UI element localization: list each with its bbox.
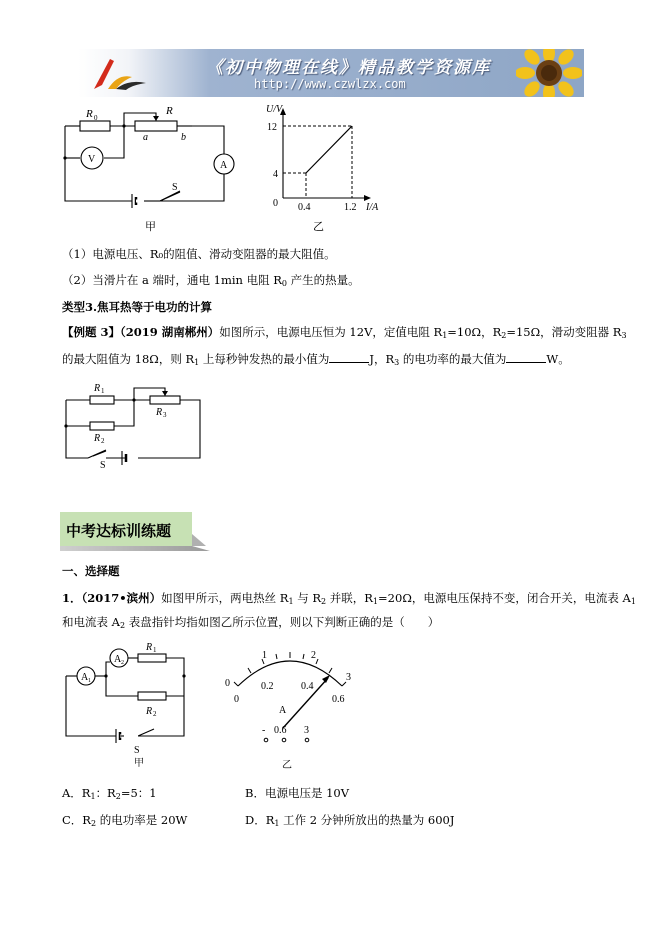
option-a[interactable]: A．$R_1$：$R_2=5$：1 xyxy=(62,786,157,801)
r1-sub: 1 xyxy=(153,646,157,654)
circuit-diagram-example3 xyxy=(60,378,210,470)
switch-label: S xyxy=(100,460,106,470)
r0-label: R xyxy=(86,108,93,120)
i-axis-label: I/A xyxy=(366,202,379,213)
circuit-diagram-jia xyxy=(60,102,240,238)
meter-a-label: A xyxy=(279,705,287,716)
lower-scale-0: 0 xyxy=(234,694,239,705)
question-2-text: （2）当滑片在 a 端时，通电 1min 电阻 $R_0$ 产生的热量。 xyxy=(62,273,360,288)
lower-scale-0-4: 0.4 xyxy=(301,681,314,692)
q1-line1: 1．（2017•滨州）如图甲所示，两电热丝 $R_1$ 与 $R_2$ 并联，$R_1=20\Omega$，电源电压保持不变，闭合开关，电流表 $A_1$ xyxy=(62,591,636,606)
r2-sub: 2 xyxy=(101,437,105,445)
a2-label: A xyxy=(114,654,122,665)
ui-graph-yi xyxy=(262,102,392,238)
lower-scale-0-6: 0.6 xyxy=(332,694,345,705)
terminal-minus: - xyxy=(262,725,266,736)
fig-jia-label: 甲 xyxy=(134,758,144,769)
r3-sub: 3 xyxy=(163,411,167,419)
upper-scale-0: 0 xyxy=(225,678,230,689)
sunflower-icon xyxy=(516,49,582,97)
header-banner xyxy=(78,49,584,97)
r2-label: R xyxy=(146,706,153,717)
upper-scale-1: 1 xyxy=(262,650,267,661)
upper-scale-3: 3 xyxy=(346,672,351,683)
option-b[interactable]: B．电源电压是 10V xyxy=(245,786,350,800)
r1-label: R xyxy=(94,383,101,394)
r2-sub: 2 xyxy=(153,710,157,718)
switch-label: S xyxy=(172,182,178,193)
r-label: R xyxy=(166,105,173,117)
a1-sub: 1 xyxy=(88,678,91,684)
tick-12: 12 xyxy=(267,122,277,133)
option-d[interactable]: D．$R_1$ 工作 2 分钟所放出的热量为 600J xyxy=(245,813,455,828)
r0-sub: 0 xyxy=(94,114,98,122)
terminal-3: 3 xyxy=(304,725,309,736)
question-1-text: （1）电源电压、R₀的阻值、滑动变阻器的最大阻值。 xyxy=(62,247,336,261)
example3-line1: 【例题 3】（2019 湖南郴州）如图所示，电源电压恒为 12V，定值电阻 $R_1=10\Omega$，$R_2=15\Omega$，滑动变阻器 $R_3$ xyxy=(62,325,627,340)
banner-url[interactable]: http://www.czwlzx.com xyxy=(254,77,406,91)
banner-title: 《初中物理在线》精品教学资源库 xyxy=(206,58,491,78)
tick-4: 4 xyxy=(273,169,278,180)
r3-label: R xyxy=(156,407,163,418)
r2-label: R xyxy=(94,433,101,444)
switch-label: S xyxy=(134,745,140,756)
section-header xyxy=(60,512,210,552)
upper-scale-2: 2 xyxy=(311,650,316,661)
a2-sub: 2 xyxy=(121,660,124,666)
answer-blank-1[interactable] xyxy=(329,351,369,363)
circuit-diagram-q1-jia xyxy=(60,638,200,770)
tick-0-4: 0.4 xyxy=(298,202,311,213)
fig-jia-label: 甲 xyxy=(145,221,156,233)
lower-scale-0-2: 0.2 xyxy=(261,681,274,692)
r1-label: R xyxy=(146,642,153,653)
fig-yi-label: 乙 xyxy=(313,221,324,233)
origin-label: 0 xyxy=(273,198,278,209)
u-axis-label: U/V xyxy=(266,104,283,115)
part-label: 一、选择题 xyxy=(62,564,120,578)
tick-1-2: 1.2 xyxy=(344,202,357,213)
voltmeter-label: V xyxy=(88,154,96,165)
b-label: b xyxy=(181,132,186,143)
a-label: a xyxy=(143,132,148,143)
option-c[interactable]: C．$R_2$ 的电功率是 20W xyxy=(62,813,188,828)
answer-blank-2[interactable] xyxy=(506,351,546,363)
section-title: 中考达标训练题 xyxy=(66,522,172,540)
r1-sub: 1 xyxy=(101,387,105,395)
terminal-0-6: 0.6 xyxy=(274,725,287,736)
example3-line2: 的最大阻值为 18Ω，则 $R_1$ 上每秒钟发热的最小值为 J，$R_3$ 的电功率的最大值为 W。 xyxy=(62,352,570,367)
logo-icon xyxy=(88,55,152,93)
q1-line2: 和电流表 $A_2$ 表盘指针均指如图乙所示位置，则以下判断正确的是（ ） xyxy=(62,615,440,630)
fig-yi-label: 乙 xyxy=(282,760,292,771)
ammeter-dial-yi xyxy=(218,640,368,772)
type3-heading: 类型3.焦耳热等于电功的计算 xyxy=(62,300,213,314)
a1-label: A xyxy=(81,672,89,683)
ammeter-label: A xyxy=(220,160,228,171)
